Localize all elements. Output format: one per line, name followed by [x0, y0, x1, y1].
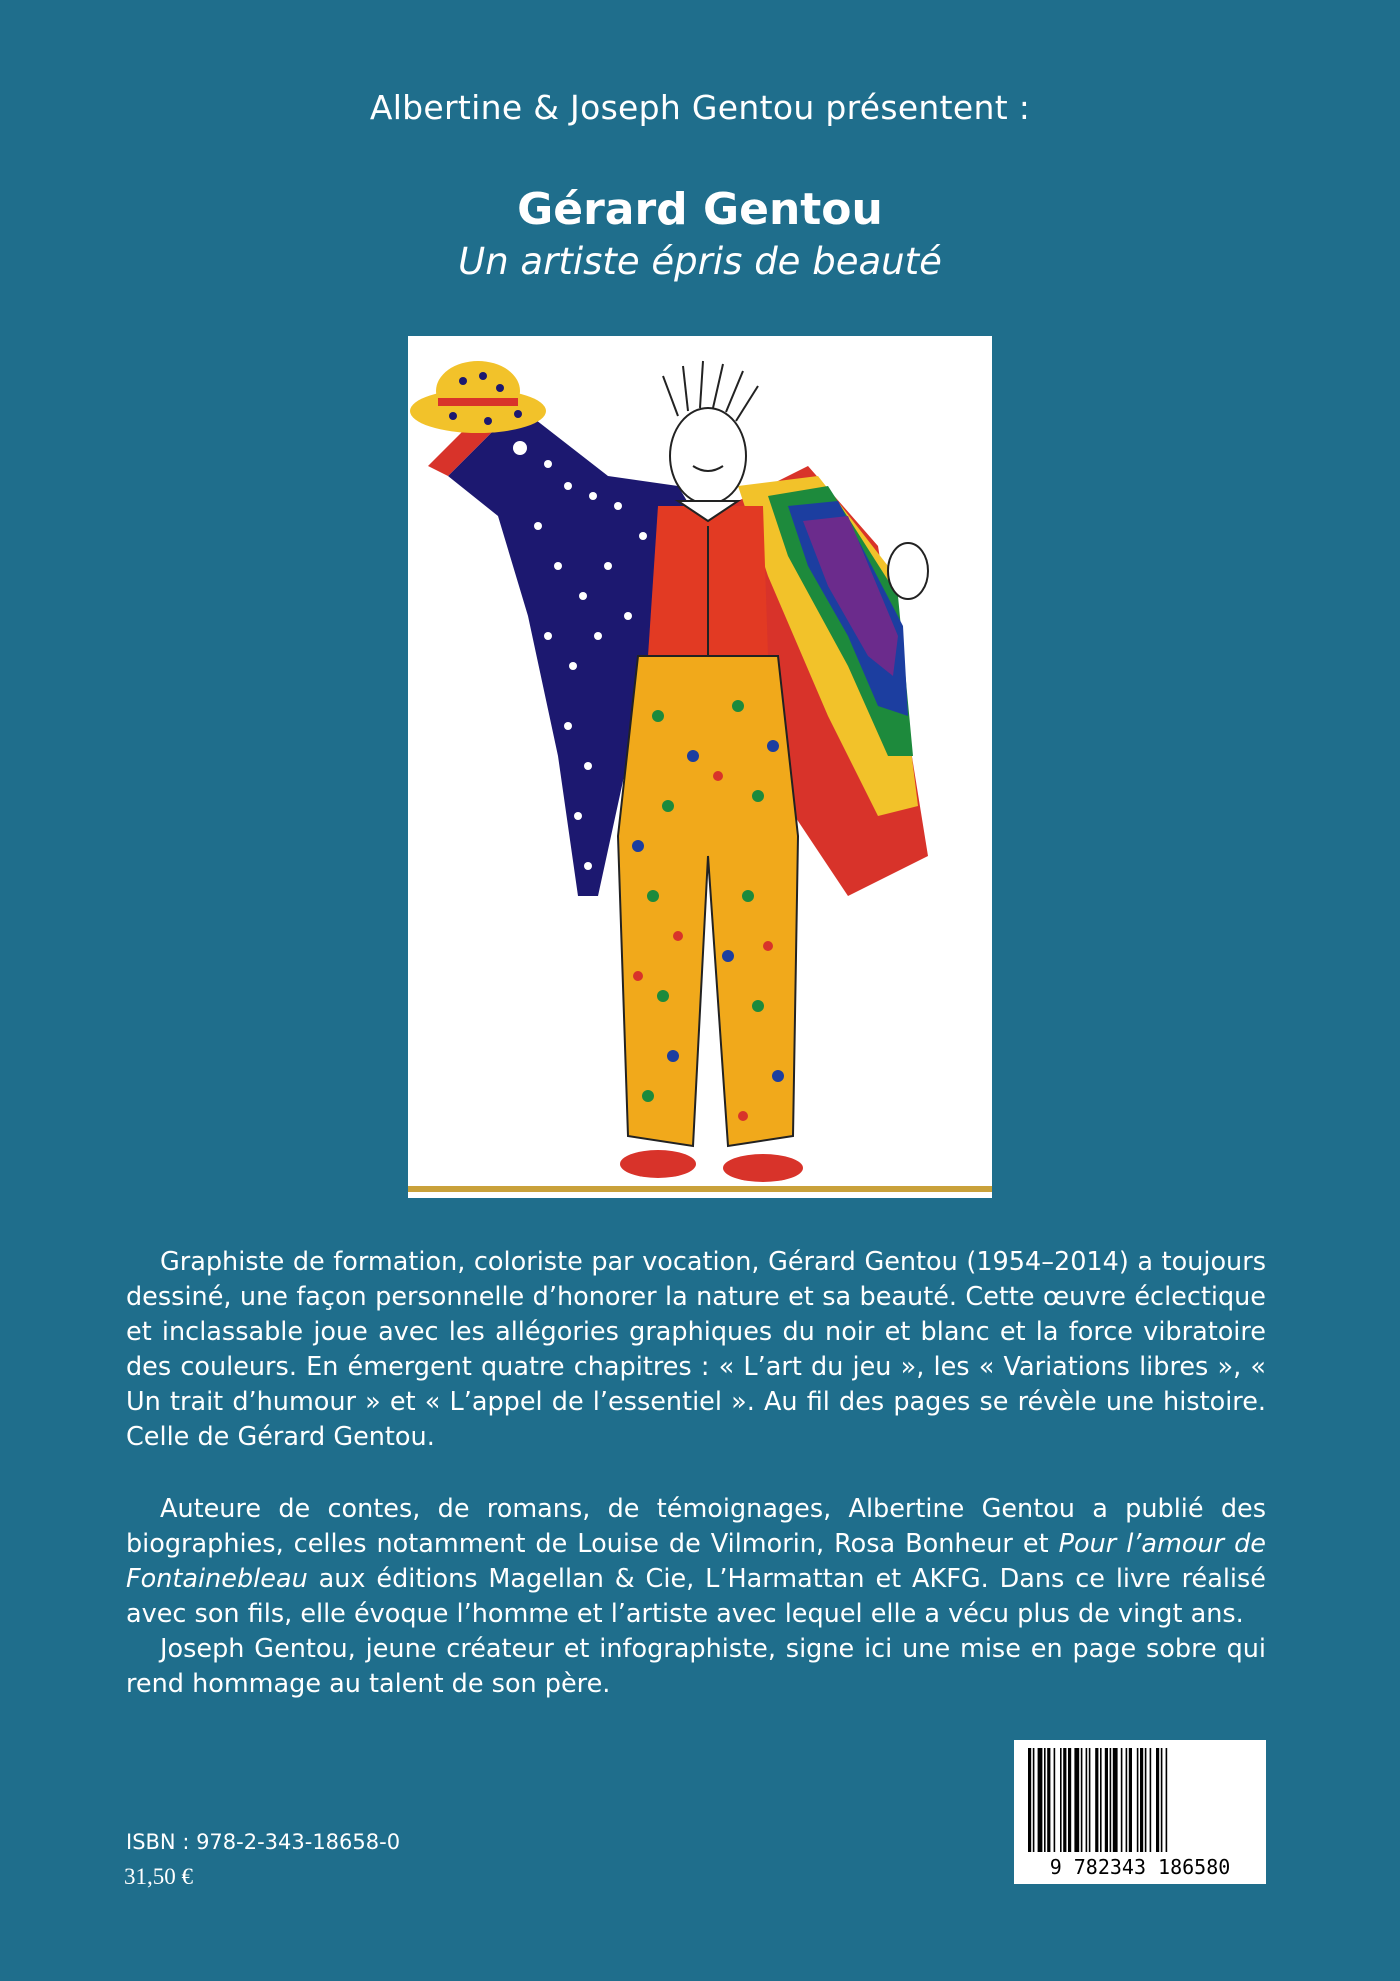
paragraph-1: Graphiste de formation, coloriste par vocation, Gérard Gentou (1954–2014) a toujours dessiné, une façon personnelle d’honorer la nature et sa beauté. Cette œuvre éclectique et inclassable joue avec les allégories graphiques du noir et blanc et la force vibratoire des couleurs. En émergent quatre chapitres : « L’art du jeu », les « Variations libres », « Un trait d’humour » et « L’appel de l’essentiel ». Au fil des pages se révèle une histoire. Celle de Gérard Gentou. — [126, 1247, 1266, 1452]
barcode-bar — [1113, 1748, 1118, 1852]
paragraph-2-book-title: Pour l’amour de Fontainebleau — [126, 1529, 1266, 1594]
barcode-bar — [1074, 1748, 1079, 1852]
right-shoe — [723, 1154, 803, 1182]
presents-line: Albertine & Joseph Gentou présentent : — [369, 88, 1031, 127]
barcode-bar — [1089, 1748, 1091, 1852]
barcode-bar — [1156, 1748, 1159, 1852]
description-paragraph — [126, 1245, 1266, 1455]
left-shoe — [620, 1150, 696, 1178]
paragraph-2 — [126, 1492, 1266, 1632]
barcode-bar — [1060, 1748, 1062, 1852]
barcode-bar — [1129, 1748, 1132, 1852]
book-subtitle: Un artiste épris de beauté — [458, 240, 942, 283]
paragraph-3: Joseph Gentou, jeune créateur et infographiste, signe ici une mise en page sobre qui rend hommage au talent de son père. — [126, 1634, 1266, 1699]
polka-dot-hat — [410, 361, 546, 433]
barcode-bar — [1047, 1748, 1050, 1852]
barcode-bar — [1166, 1748, 1168, 1852]
barcode-bar — [1068, 1748, 1071, 1852]
author-paragraphs — [126, 1492, 1266, 1702]
barcode-bar — [1110, 1748, 1112, 1852]
right-hand — [888, 543, 928, 599]
barcode-bar — [1033, 1748, 1035, 1852]
paragraph-2-part-b: aux éditions Magellan & Cie, L’Harmattan et AKFG. Dans ce livre réalisé avec son fils, elle évoque l’homme et l’artiste avec lequel elle a vécu plus de vingt ans. — [126, 1564, 1266, 1629]
book-title: Gérard Gentou — [517, 184, 883, 235]
barcode-bar — [1105, 1748, 1108, 1852]
cover-illustration — [408, 336, 992, 1198]
harlequin-figure-illustration — [408, 336, 992, 1198]
barcode-bar — [1140, 1748, 1143, 1852]
barcode-bar — [1145, 1748, 1147, 1852]
barcode-bar — [1063, 1748, 1066, 1852]
barcode-bar — [1137, 1748, 1139, 1852]
barcode-graphic — [1014, 1740, 1266, 1884]
barcode-bar — [1038, 1748, 1043, 1852]
paragraph-2-part-a: Auteure de contes, de romans, de témoignages, Albertine Gentou a publié des biographies, celles notamment de Louise de Vilmorin, Rosa Bonheur et — [126, 1494, 1266, 1559]
yellow-trousers — [618, 656, 798, 1146]
barcode-bar — [1028, 1748, 1031, 1852]
barcode-bar — [1081, 1748, 1083, 1852]
price: 31,50 € — [124, 1864, 193, 1889]
barcode-bar — [1100, 1748, 1102, 1852]
barcode-bar — [1126, 1748, 1128, 1852]
barcode-bar — [1095, 1748, 1098, 1852]
barcode-bar — [1086, 1748, 1088, 1852]
barcode-bar — [1044, 1748, 1046, 1852]
isbn-number: ISBN : 978-2-343-18658-0 — [126, 1830, 401, 1854]
barcode-bar — [1121, 1748, 1123, 1852]
barcode-digits: 9 782343 186580 — [1049, 1855, 1231, 1879]
isbn-barcode — [1014, 1740, 1266, 1884]
barcode-bar — [1161, 1748, 1163, 1852]
barcode-bar — [1054, 1748, 1056, 1852]
floor-line — [408, 1186, 992, 1192]
barcode-bar — [1150, 1748, 1152, 1852]
